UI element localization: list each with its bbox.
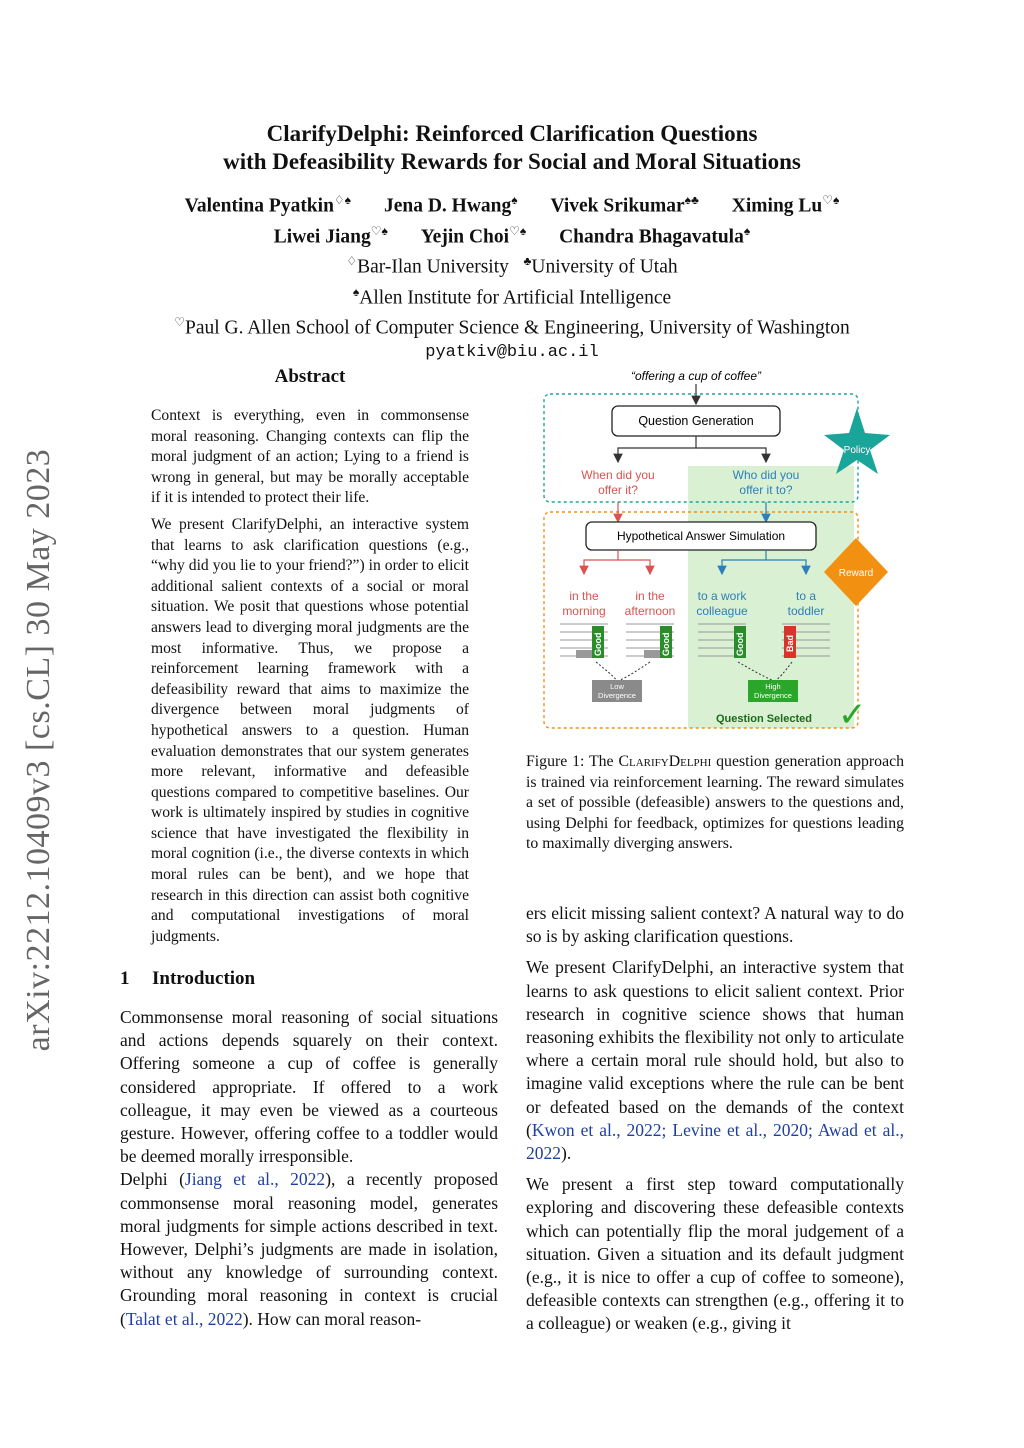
question-1-line-1: When did you	[581, 468, 655, 482]
author-affiliation-mark: ♢♠	[333, 193, 352, 207]
affiliation: Bar-Ilan University	[357, 256, 509, 278]
intro-paragraph-1: Commonsense moral reasoning of social situations and actions depends squarely on their context. Offering someone a cup of coffee is generally considered appropriate. If offered to a work colleague, it may even be viewed as a courteous gesture. However, offering coffee to a toddler would be deemed morally irresponsible.	[120, 1007, 498, 1167]
judgment-1-label: Good	[593, 632, 603, 656]
author-affiliation-mark: ♠	[743, 223, 751, 238]
author-name: Vivek Srikumar	[550, 195, 685, 217]
citation-link[interactable]: Talat et al., 2022	[125, 1308, 243, 1329]
citation-link[interactable]: Kwon et al., 2022; Levine et al., 2020; Awad et al., 2022	[526, 1119, 904, 1164]
checkmark-icon: ✓	[838, 696, 867, 734]
author-affiliation-mark: ♡♠	[509, 223, 527, 238]
low-divergence-line-1: Low	[610, 682, 624, 691]
abstract-heading: Abstract	[274, 366, 346, 387]
author-affiliation-mark: ♠♣	[684, 193, 699, 207]
affiliation-line-3	[110, 310, 914, 341]
author-affiliation-mark: ♡♠	[822, 193, 840, 207]
answer-3-line-1: to a work	[697, 589, 747, 603]
text-run: ). How can moral reason-	[242, 1308, 422, 1329]
author-affiliation-mark: ♠	[511, 193, 518, 207]
text-run: ), a recently proposed commonsense moral reasoning model, generates moral judgments for simple actions described in text. However, Delphi’s judgments are made in isolation, without any knowledge of surrounding context. Grounding moral reasoning in context is crucial (	[120, 1169, 498, 1329]
answer-2-line-2: afternoon	[624, 604, 676, 618]
affiliation-mark: ♠	[352, 284, 360, 299]
author-block	[110, 188, 914, 365]
figure-caption	[526, 752, 904, 855]
author-affiliation-mark: ♡♠	[370, 223, 388, 238]
input-situation: “offering a cup of coffee”	[630, 369, 762, 383]
affiliation-line-2	[110, 280, 914, 311]
text-run: ).	[561, 1143, 572, 1164]
figure-1	[526, 362, 896, 739]
abstract-paragraph-2: We present ClarifyDelphi, an interactive system that learns to ask clarification questions (e.g., “why did you lie to your friend?”) in order to elicit additional salient contexts of a social or moral situation. We posit that questions whose potential answers lead to diverging moral judgments are the most informative. Thus, we propose a reinforcement learning framework with a defeasibility reward that aims to maximize the divergence between moral judgments of hypothetical answers to a question. Human evaluation demonstrates that our system generates more relevant, informative and defeasible questions compared to competitive baselines. Our work is ultimately inspired by studies in cognitive science that have investigated the flexibility in moral cognition (i.e., the diverse contexts in which moral rules can be bent), and we hope that research in this direction can assist both cognitive and computational investigations of moral judgments.	[151, 515, 469, 945]
caption-prefix: Figure 1: The	[526, 753, 619, 770]
caption-text: question generation approach is trained via reinforcement learning. The reward simulates a set of possible (defeasible) answers to the questions and, using Delphi for feedback, optimizes for questions leading to maximally diverging answers.	[526, 753, 904, 853]
introduction-body	[120, 1006, 498, 1331]
affiliation-mark: ♢	[346, 254, 358, 268]
author-line-2	[110, 219, 914, 250]
affiliation-mark: ♡	[174, 315, 185, 329]
author-name: Yejin Choi	[420, 226, 510, 247]
affiliation-mark: ♣	[523, 254, 532, 268]
title-line-1: ClarifyDelphi: Reinforced Clarification Questions	[266, 121, 758, 146]
high-divergence-line-1: High	[765, 682, 781, 691]
question-selected-label: Question Selected	[716, 713, 812, 725]
policy-label: Policy	[843, 445, 871, 456]
answer-2-line-1: in the	[635, 589, 665, 603]
title-line-2: with Defeasibility Rewards for Social and Moral Situations	[223, 149, 801, 174]
arxiv-identifier: arXiv:2212.10409v3 [cs.CL] 30 May 2023	[20, 448, 57, 1052]
text-run: Delphi (	[120, 1169, 185, 1190]
policy-star-icon	[824, 408, 890, 474]
judgment-2-label: Good	[661, 632, 671, 656]
right-paragraph-3: We present a first step toward computationally exploring and discovering these defeasible contexts which can potentially flip the moral judgement of a situation. Given a situation and its default judgment (e.g., it is nice to offer a cup of coffee to someone), defeasible contexts can strengthen (e.g., offering it to a colleague) or weaken (e.g., giving it	[526, 1174, 904, 1334]
affiliation-line-1	[110, 249, 914, 280]
figure-diagram	[526, 362, 896, 734]
section-heading-introduction	[120, 968, 255, 990]
section-number: 1	[120, 968, 130, 989]
question-2-line-1: Who did you	[732, 468, 800, 482]
hypothetical-answer-label: Hypothetical Answer Simulation	[616, 529, 786, 543]
right-paragraph-1: ers elicit missing salient context? A natural way to do so is by asking clarification questions.	[526, 903, 904, 947]
right-column-body	[526, 902, 904, 1344]
question-generation-label: Question Generation	[638, 414, 754, 428]
author-name: Liwei Jiang	[273, 226, 371, 247]
citation-link[interactable]: Jiang et al., 2022	[184, 1169, 326, 1190]
affiliation: Paul G. Allen School of Computer Science & Engineering, University of Washington	[185, 317, 850, 339]
question-2-line-2: offer it to?	[739, 483, 793, 497]
answer-1-line-1: in the	[569, 589, 599, 603]
author-name: Chandra Bhagavatula	[559, 226, 744, 247]
answer-3-line-2: colleague	[696, 604, 748, 618]
affiliation: Allen Institute for Artificial Intelligence	[359, 287, 672, 308]
reward-label: Reward	[838, 568, 874, 579]
affiliation: University of Utah	[531, 256, 678, 278]
abstract-body	[151, 406, 469, 953]
author-name: Jena D. Hwang	[383, 195, 512, 217]
text-run: We present ClarifyDelphi, an interactive system that learns to ask questions to elicit salient context. Prior research in cognitive science shows that human reasoning exhibits the flexibility not only to articulate where a certain moral rule should hold, but also to imagine valid exceptions where the rule can be bent or defeated based on the demands of the context (	[526, 957, 904, 1140]
author-name: Valentina Pyatkin	[184, 195, 334, 217]
answer-4-line-2: toddler	[787, 604, 825, 618]
paper-title	[120, 120, 904, 176]
answer-4-line-1: to a	[795, 589, 817, 603]
section-title: Introduction	[152, 968, 256, 989]
right-paragraph-2	[526, 956, 904, 1165]
author-line-1	[110, 188, 914, 219]
caption-system-name: ClarifyDelphi	[618, 753, 712, 770]
intro-paragraph-2	[120, 1168, 498, 1330]
judgment-4-label: Bad	[785, 634, 795, 652]
answer-1-line-2: morning	[562, 604, 606, 618]
judgment-3-label: Good	[735, 632, 745, 656]
author-name: Ximing Lu	[731, 195, 823, 217]
abstract-paragraph-1: Context is everything, even in commonsense moral reasoning. Changing contexts can flip the moral judgment of an action; Lying to a friend is wrong in general, but may be morally acceptable if it is intended to protect their life.	[151, 407, 469, 507]
high-divergence-line-2: Divergence	[754, 691, 792, 700]
author-email: pyatkiv@biu.ac.il	[425, 342, 599, 362]
low-divergence-line-2: Divergence	[598, 691, 636, 700]
question-1-line-2: offer it?	[598, 483, 638, 497]
